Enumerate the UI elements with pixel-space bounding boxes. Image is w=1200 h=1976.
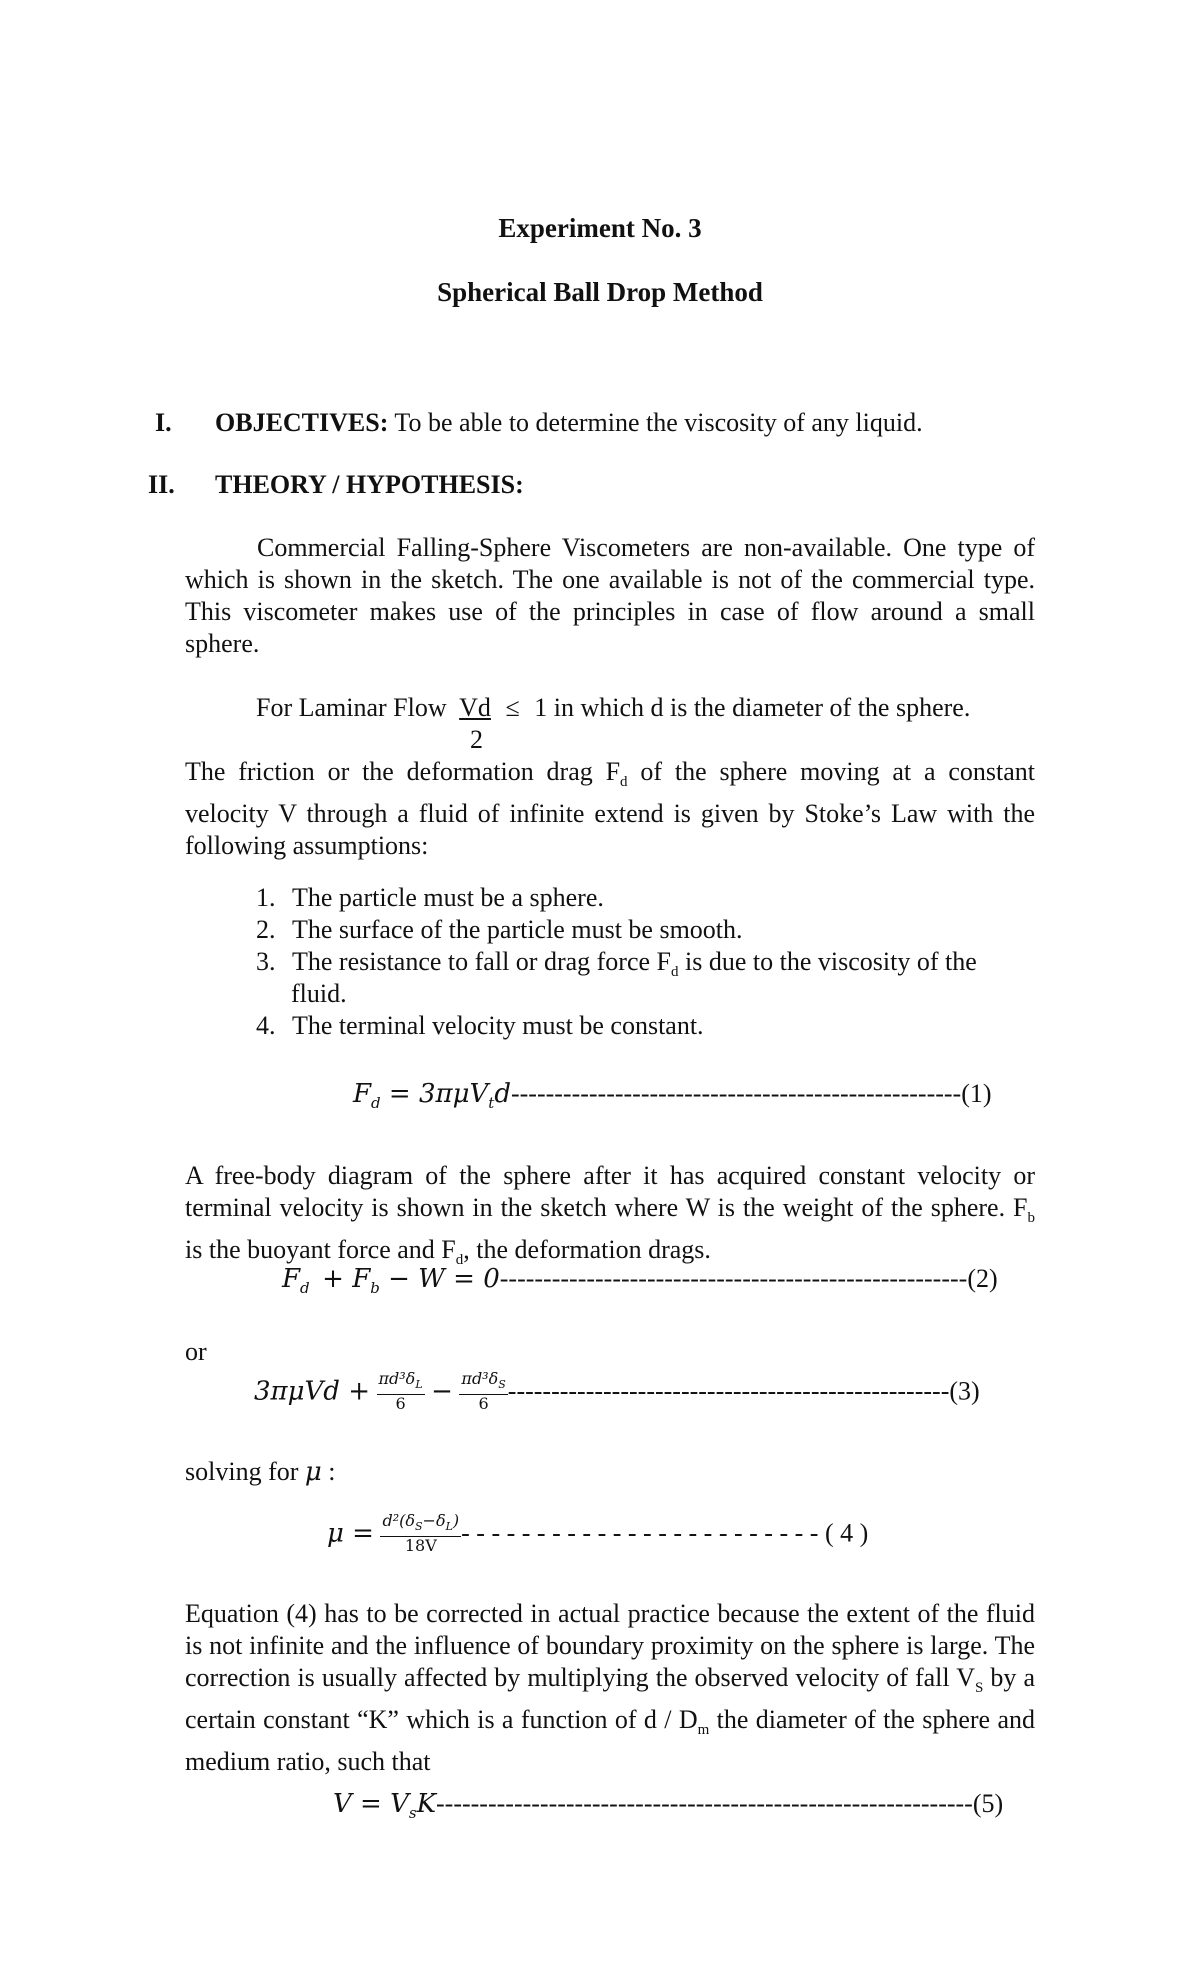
eq1-rhs: = 3πμV bbox=[380, 1079, 489, 1109]
eq5-k: K bbox=[416, 1789, 437, 1819]
theory-paragraph-2 bbox=[185, 756, 1035, 862]
p3-text-b: is the buoyant force and F bbox=[185, 1235, 456, 1265]
eq4-num-l: L bbox=[445, 1520, 453, 1534]
eq4-leader: - - - - - - - - - - - - - - - - - - - - - - - - bbox=[461, 1518, 819, 1548]
p3-text-c: , the deformation drags. bbox=[463, 1235, 711, 1265]
p4-text-b: by a certain constant “K” which is a function of d / D bbox=[185, 1663, 1035, 1735]
theory-heading: THEORY / HYPOTHESIS: bbox=[215, 470, 524, 499]
solving-mu: μ bbox=[304, 1457, 322, 1487]
eq3-fraction-1 bbox=[377, 1370, 425, 1413]
theory-paragraph-4 bbox=[185, 1598, 1035, 1778]
eq1-leader: ---------------------------------------------------- bbox=[510, 1079, 962, 1108]
eq4-number: ( 4 ) bbox=[824, 1518, 869, 1548]
p2-text-a: The friction or the deformation drag F bbox=[185, 757, 621, 786]
eq4-fraction bbox=[380, 1512, 461, 1555]
eq2-plus-fb: + F bbox=[322, 1264, 371, 1294]
eq4-den: 18V bbox=[404, 1536, 437, 1556]
p3-text-a: A free-body diagram of the sphere after it has acquired constant velocity or terminal velocity is shown in the sketch where W is the weight of the sphere. F bbox=[185, 1161, 1035, 1222]
experiment-subtitle: Spherical Ball Drop Method bbox=[437, 277, 763, 307]
laminar-suffix: 1 in which d is the diameter of the sphere. bbox=[534, 693, 971, 722]
p2-sub: d bbox=[620, 774, 628, 791]
eq4-num-s: S bbox=[414, 1520, 423, 1534]
assumption-number: 1. bbox=[256, 883, 276, 912]
assumption-number: 4. bbox=[256, 1011, 276, 1040]
assumption-text: The resistance to fall or drag force F bbox=[292, 947, 672, 976]
eq4-lhs: μ = bbox=[327, 1518, 374, 1549]
p4-sub-2: m bbox=[697, 1722, 710, 1739]
eq3-frac1-den: 6 bbox=[395, 1394, 406, 1414]
section-theory-number: II. bbox=[148, 470, 175, 499]
objectives-line bbox=[215, 407, 923, 439]
laminar-fraction-denominator: 2 bbox=[470, 725, 483, 754]
assumption-sub: d bbox=[671, 964, 679, 981]
solving-text: solving for bbox=[185, 1457, 299, 1486]
eq2-fd-sub: d bbox=[300, 1279, 310, 1298]
assumption-text-b: is due to the viscosity of the bbox=[678, 947, 977, 976]
eq3-number: (3) bbox=[949, 1376, 980, 1406]
assumption-2 bbox=[256, 914, 743, 946]
objectives-heading: OBJECTIVES: bbox=[215, 408, 389, 437]
eq5-number: (5) bbox=[972, 1789, 1004, 1818]
p3-sub-2: d bbox=[455, 1252, 464, 1269]
eq2-fb-sub: b bbox=[370, 1279, 380, 1298]
assumption-3 bbox=[256, 946, 977, 988]
equation-1 bbox=[353, 1078, 992, 1119]
eq1-number: (1) bbox=[961, 1079, 992, 1108]
eq2-number: (2) bbox=[967, 1264, 998, 1293]
equation-2 bbox=[282, 1263, 998, 1304]
eq3-fraction-2 bbox=[459, 1370, 507, 1413]
eq3-leader: --------------------------------------------------- bbox=[507, 1376, 950, 1406]
p3-sub-1: b bbox=[1027, 1210, 1035, 1227]
p2-text-b: of the sphere moving at a constant velocity V through a fluid of infinite extend is given by Stoke’s Law with the following assumptions: bbox=[185, 757, 1035, 861]
laminar-fraction-numerator: Vd bbox=[459, 693, 491, 722]
eq1-rhs-sub: t bbox=[488, 1094, 495, 1113]
eq1-rhs-end: d bbox=[494, 1079, 511, 1109]
equation-4 bbox=[327, 1512, 868, 1572]
assumption-number: 3. bbox=[256, 947, 276, 976]
assumption-text: The terminal velocity must be constant. bbox=[292, 1011, 704, 1040]
eq5-lhs: V = V bbox=[333, 1789, 409, 1819]
assumption-4 bbox=[256, 1010, 704, 1042]
theory-paragraph-3 bbox=[185, 1160, 1035, 1276]
solving-for-line bbox=[185, 1456, 336, 1488]
assumption-1 bbox=[256, 882, 604, 914]
eq2-leader: ------------------------------------------------------ bbox=[499, 1264, 968, 1293]
or-text: or bbox=[185, 1337, 207, 1366]
paragraph-1-text: Commercial Falling-Sphere Viscometers are non-available. One type of which is shown in the sketch. The one available is not of the commercial type. This viscometer makes use of the principles in case of flow around a small sphere. bbox=[185, 533, 1035, 658]
p4-text-c: the diameter of the sphere and medium ratio, such that bbox=[185, 1705, 1036, 1777]
solving-colon: : bbox=[321, 1457, 336, 1486]
assumption-number: 2. bbox=[256, 915, 276, 944]
eq4-num-a: d²(δ bbox=[382, 1511, 415, 1530]
section-objectives-number: I. bbox=[155, 408, 172, 437]
laminar-operator: ≤ bbox=[505, 693, 520, 722]
theory-paragraph-1 bbox=[185, 532, 1035, 660]
eq2-rest: − W = 0 bbox=[379, 1264, 500, 1294]
eq5-leader: -------------------------------------------------------------- bbox=[436, 1789, 973, 1818]
eq3-lead: 3πμVd + bbox=[254, 1376, 370, 1407]
eq5-sub: s bbox=[408, 1804, 417, 1823]
eq3-frac2-den: 6 bbox=[478, 1394, 489, 1414]
eq3-frac1-num: πd³δ bbox=[378, 1369, 416, 1388]
eq1-lhs: F bbox=[353, 1079, 372, 1109]
assumption-text: The surface of the particle must be smooth. bbox=[292, 915, 743, 944]
laminar-prefix: For Laminar Flow bbox=[256, 693, 447, 722]
laminar-flow-line bbox=[256, 692, 970, 724]
eq2-fd: F bbox=[282, 1264, 301, 1294]
objectives-text: To be able to determine the viscosity of any liquid. bbox=[394, 408, 923, 437]
p4-sub-1: S bbox=[975, 1680, 984, 1697]
eq3-frac1-sub: L bbox=[415, 1378, 423, 1392]
eq4-num-mid: −δ bbox=[422, 1511, 446, 1530]
eq1-lhs-sub: d bbox=[371, 1094, 381, 1113]
eq3-frac2-num: πd³δ bbox=[461, 1369, 499, 1388]
eq3-frac2-sub: S bbox=[498, 1378, 506, 1392]
eq4-num-end: ) bbox=[452, 1511, 460, 1530]
eq3-minus: − bbox=[431, 1376, 453, 1407]
assumption-3-continuation: fluid. bbox=[291, 979, 347, 1008]
p4-text-a: Equation (4) has to be corrected in actual practice because the extent of the fluid is not infinite and the influence of boundary proximity on the sphere is large. The correction is usually affected by multiplying the observed velocity of fall V bbox=[185, 1599, 1035, 1692]
equation-5 bbox=[333, 1788, 1003, 1829]
assumption-text: The particle must be a sphere. bbox=[292, 883, 604, 912]
experiment-title: Experiment No. 3 bbox=[498, 213, 702, 243]
equation-3 bbox=[254, 1370, 980, 1430]
